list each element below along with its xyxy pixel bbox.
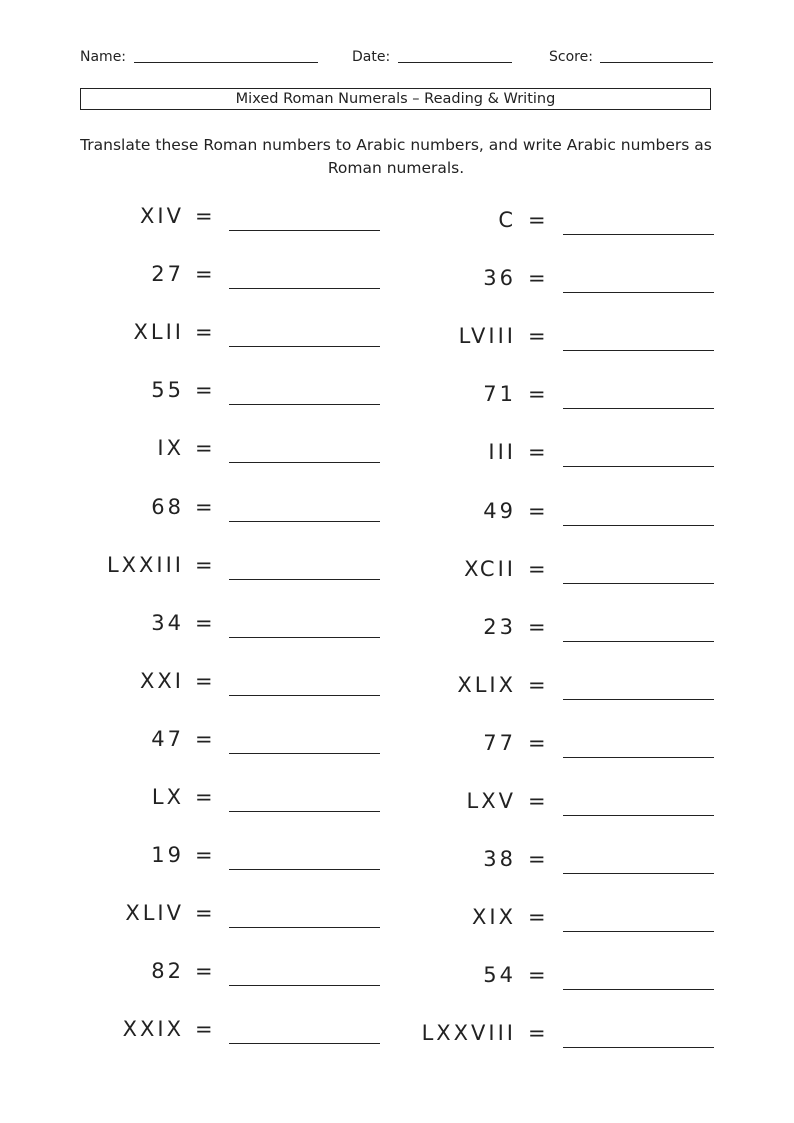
answer-line[interactable] <box>563 815 714 816</box>
equals-sign: = <box>195 668 213 693</box>
answer-line[interactable] <box>563 292 714 293</box>
answer-line[interactable] <box>563 699 714 700</box>
answer-line[interactable] <box>229 927 380 928</box>
problem-prompt: 19 <box>151 843 184 868</box>
equals-sign: = <box>195 320 213 345</box>
problem-prompt: LX <box>151 785 184 809</box>
equals-sign: = <box>528 1021 546 1046</box>
equals-sign: = <box>195 901 213 926</box>
problem-prompt: 68 <box>151 494 184 519</box>
equals-sign: = <box>528 498 546 523</box>
instructions-text: Translate these Roman numbers to Arabic numbers, and write Arabic numbers as Roman numerals. <box>80 136 712 177</box>
equals-sign: = <box>195 610 213 635</box>
problem-prompt: 55 <box>151 378 184 403</box>
problem-prompt: LXXIII <box>106 552 184 577</box>
equals-sign: = <box>528 789 546 813</box>
worksheet-title: Mixed Roman Numerals – Reading & Writing <box>80 88 711 110</box>
answer-line[interactable] <box>563 350 714 351</box>
problem-prompt: LVIII <box>458 324 516 349</box>
answer-line[interactable] <box>563 873 714 874</box>
equals-sign: = <box>528 963 546 988</box>
equals-sign: = <box>195 785 213 809</box>
problem-prompt: XIX <box>472 905 516 930</box>
answer-line[interactable] <box>229 462 380 463</box>
answer-line[interactable] <box>229 1043 380 1044</box>
problem-prompt: III <box>488 440 516 465</box>
equals-sign: = <box>528 905 546 930</box>
equals-sign: = <box>195 204 213 228</box>
answer-line[interactable] <box>563 234 714 235</box>
problem-prompt: LXV <box>466 789 516 813</box>
name-label: Name: <box>80 49 127 65</box>
score-label: Score: <box>549 49 593 65</box>
answer-line[interactable] <box>563 757 714 758</box>
equals-sign: = <box>528 382 546 407</box>
equals-sign: = <box>195 959 213 984</box>
answer-line[interactable] <box>229 230 380 231</box>
problem-prompt: XCII <box>464 556 516 581</box>
name-field[interactable] <box>134 62 318 63</box>
problem-prompt: 23 <box>483 614 516 639</box>
equals-sign: = <box>195 262 213 287</box>
answer-line[interactable] <box>563 466 714 467</box>
answer-line[interactable] <box>229 811 380 812</box>
answer-line[interactable] <box>563 931 714 932</box>
problem-prompt: 38 <box>483 847 516 872</box>
date-field[interactable] <box>398 62 512 63</box>
answer-line[interactable] <box>563 1047 714 1048</box>
equals-sign: = <box>528 440 546 465</box>
problem-prompt: 77 <box>483 730 516 755</box>
problem-prompt: 71 <box>483 382 516 407</box>
problem-prompt: XLII <box>133 320 184 345</box>
answer-line[interactable] <box>229 579 380 580</box>
problem-prompt: 54 <box>483 963 516 988</box>
answer-line[interactable] <box>229 521 380 522</box>
answer-line[interactable] <box>229 346 380 347</box>
score-field[interactable] <box>600 62 713 63</box>
answer-line[interactable] <box>563 408 714 409</box>
problem-prompt: 36 <box>483 266 516 291</box>
problem-prompt: 49 <box>483 498 516 523</box>
answer-line[interactable] <box>563 583 714 584</box>
problem-prompt: XXI <box>140 668 184 693</box>
equals-sign: = <box>528 266 546 291</box>
answer-line[interactable] <box>229 753 380 754</box>
problem-prompt: 47 <box>151 726 184 751</box>
equals-sign: = <box>528 847 546 872</box>
equals-sign: = <box>528 208 546 232</box>
equals-sign: = <box>528 614 546 639</box>
answer-line[interactable] <box>229 288 380 289</box>
equals-sign: = <box>528 556 546 581</box>
problem-prompt: XXIX <box>122 1017 184 1042</box>
problem-prompt: XLIV <box>125 901 184 926</box>
equals-sign: = <box>195 494 213 519</box>
equals-sign: = <box>528 672 546 697</box>
answer-line[interactable] <box>229 404 380 405</box>
date-label: Date: <box>352 49 391 65</box>
equals-sign: = <box>195 843 213 868</box>
equals-sign: = <box>528 324 546 349</box>
answer-line[interactable] <box>563 525 714 526</box>
answer-line[interactable] <box>229 869 380 870</box>
equals-sign: = <box>528 730 546 755</box>
problem-prompt: C <box>498 208 516 232</box>
problem-prompt: 27 <box>151 262 184 287</box>
equals-sign: = <box>195 436 213 461</box>
problem-prompt: 82 <box>151 959 184 984</box>
answer-line[interactable] <box>229 637 380 638</box>
problem-prompt: XLIX <box>457 672 516 697</box>
answer-line[interactable] <box>563 641 714 642</box>
answer-line[interactable] <box>563 989 714 990</box>
equals-sign: = <box>195 378 213 403</box>
problem-prompt: 34 <box>151 610 184 635</box>
problem-prompt: XIV <box>140 204 184 228</box>
answer-line[interactable] <box>229 985 380 986</box>
problem-prompt: LXXVIII <box>421 1021 516 1046</box>
equals-sign: = <box>195 1017 213 1042</box>
equals-sign: = <box>195 726 213 751</box>
answer-line[interactable] <box>229 695 380 696</box>
equals-sign: = <box>195 552 213 577</box>
problem-prompt: IX <box>157 436 184 461</box>
